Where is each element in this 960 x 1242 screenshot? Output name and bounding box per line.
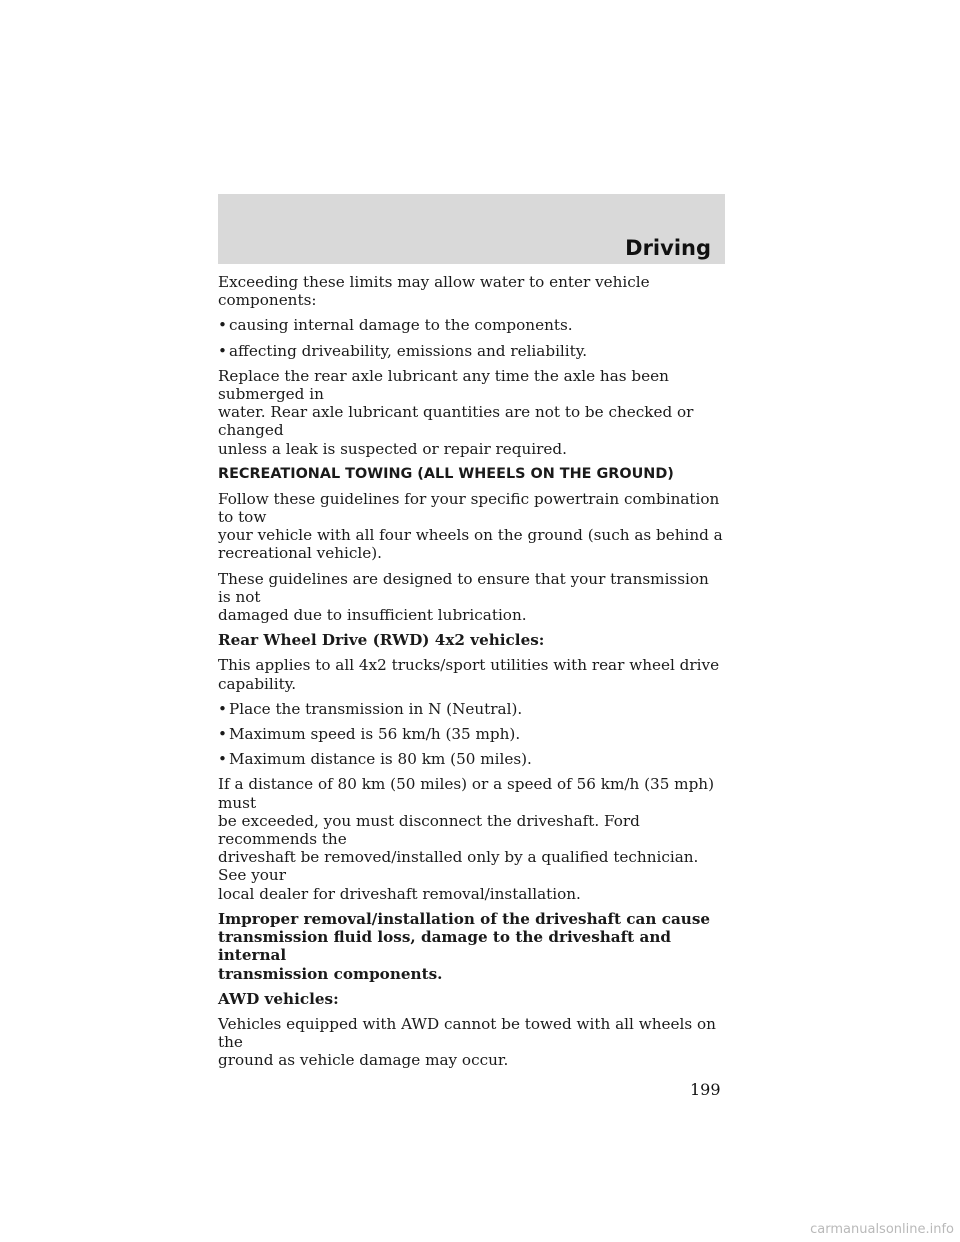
text-line: Vehicles equipped with AWD cannot be towed with all wheels on the bbox=[218, 1014, 716, 1052]
text-line: This applies to all 4x2 trucks/sport utilities with rear wheel drive bbox=[218, 656, 720, 675]
text-line: recreational vehicle). bbox=[218, 544, 382, 563]
paragraph-driveshaft bbox=[218, 775, 725, 902]
paragraph-guidelines bbox=[218, 490, 725, 563]
bullet-item bbox=[218, 725, 725, 743]
page-number: 199 bbox=[690, 1080, 721, 1099]
bullet-icon: • bbox=[218, 750, 227, 769]
paragraph-lubrication bbox=[218, 570, 725, 625]
text-line: your vehicle with all four wheels on the ground (such as behind a bbox=[218, 526, 723, 545]
bullet-text: causing internal damage to the components. bbox=[229, 316, 573, 335]
text-line: unless a leak is suspected or repair required. bbox=[218, 439, 567, 458]
page-content bbox=[218, 273, 725, 1077]
text-line: local dealer for driveshaft removal/installation. bbox=[218, 884, 581, 903]
paragraph-intro: Exceeding these limits may allow water to enter vehicle components: bbox=[218, 273, 650, 310]
paragraph-awd bbox=[218, 1015, 725, 1070]
bullet-text: Maximum distance is 80 km (50 miles). bbox=[229, 750, 532, 769]
bullet-icon: • bbox=[218, 725, 227, 744]
bullet-item bbox=[218, 750, 725, 768]
text-line: damaged due to insufficient lubrication. bbox=[218, 606, 527, 625]
section-heading: RECREATIONAL TOWING (ALL WHEELS ON THE GROUND) bbox=[218, 465, 674, 482]
text-line: capability. bbox=[218, 674, 297, 693]
text-line: driveshaft be removed/installed only by a qualified technician. See your bbox=[218, 848, 699, 885]
bullet-item bbox=[218, 342, 725, 360]
text-line: ground as vehicle damage may occur. bbox=[218, 1051, 509, 1070]
subheading-rwd: Rear Wheel Drive (RWD) 4x2 vehicles: bbox=[218, 631, 545, 650]
bullet-text: Maximum speed is 56 km/h (35 mph). bbox=[229, 725, 521, 744]
text-line: If a distance of 80 km (50 miles) or a speed of 56 km/h (35 mph) must bbox=[218, 775, 715, 812]
text-line: Improper removal/installation of the driveshaft can cause bbox=[218, 909, 711, 928]
section-header-band bbox=[218, 194, 725, 264]
warning-paragraph bbox=[218, 910, 725, 983]
watermark: carmanualsonline.info bbox=[810, 1222, 954, 1237]
bullet-item bbox=[218, 316, 725, 334]
bullet-text: Place the transmission in N (Neutral). bbox=[229, 699, 523, 718]
paragraph-rwd-applies bbox=[218, 656, 725, 692]
bullet-icon: • bbox=[218, 699, 227, 718]
text-line: transmission components. bbox=[218, 964, 443, 983]
text-line: be exceeded, you must disconnect the driveshaft. Ford recommends the bbox=[218, 811, 640, 849]
text-line: These guidelines are designed to ensure that your transmission is not bbox=[218, 569, 709, 606]
text-line: Replace the rear axle lubricant any time the axle has been submerged in bbox=[218, 366, 669, 404]
text-line: transmission fluid loss, damage to the driveshaft and internal bbox=[218, 928, 671, 965]
section-title: Driving bbox=[625, 236, 711, 260]
bullet-icon: • bbox=[218, 341, 227, 360]
bullet-text: affecting driveability, emissions and reliability. bbox=[229, 341, 588, 360]
text-line: water. Rear axle lubricant quantities are not to be checked or changed bbox=[218, 403, 694, 440]
subheading-awd: AWD vehicles: bbox=[218, 989, 339, 1008]
bullet-icon: • bbox=[218, 316, 227, 335]
text-line: Follow these guidelines for your specific powertrain combination to tow bbox=[218, 489, 720, 527]
bullet-item bbox=[218, 700, 725, 718]
paragraph-axle-lubricant bbox=[218, 367, 725, 458]
